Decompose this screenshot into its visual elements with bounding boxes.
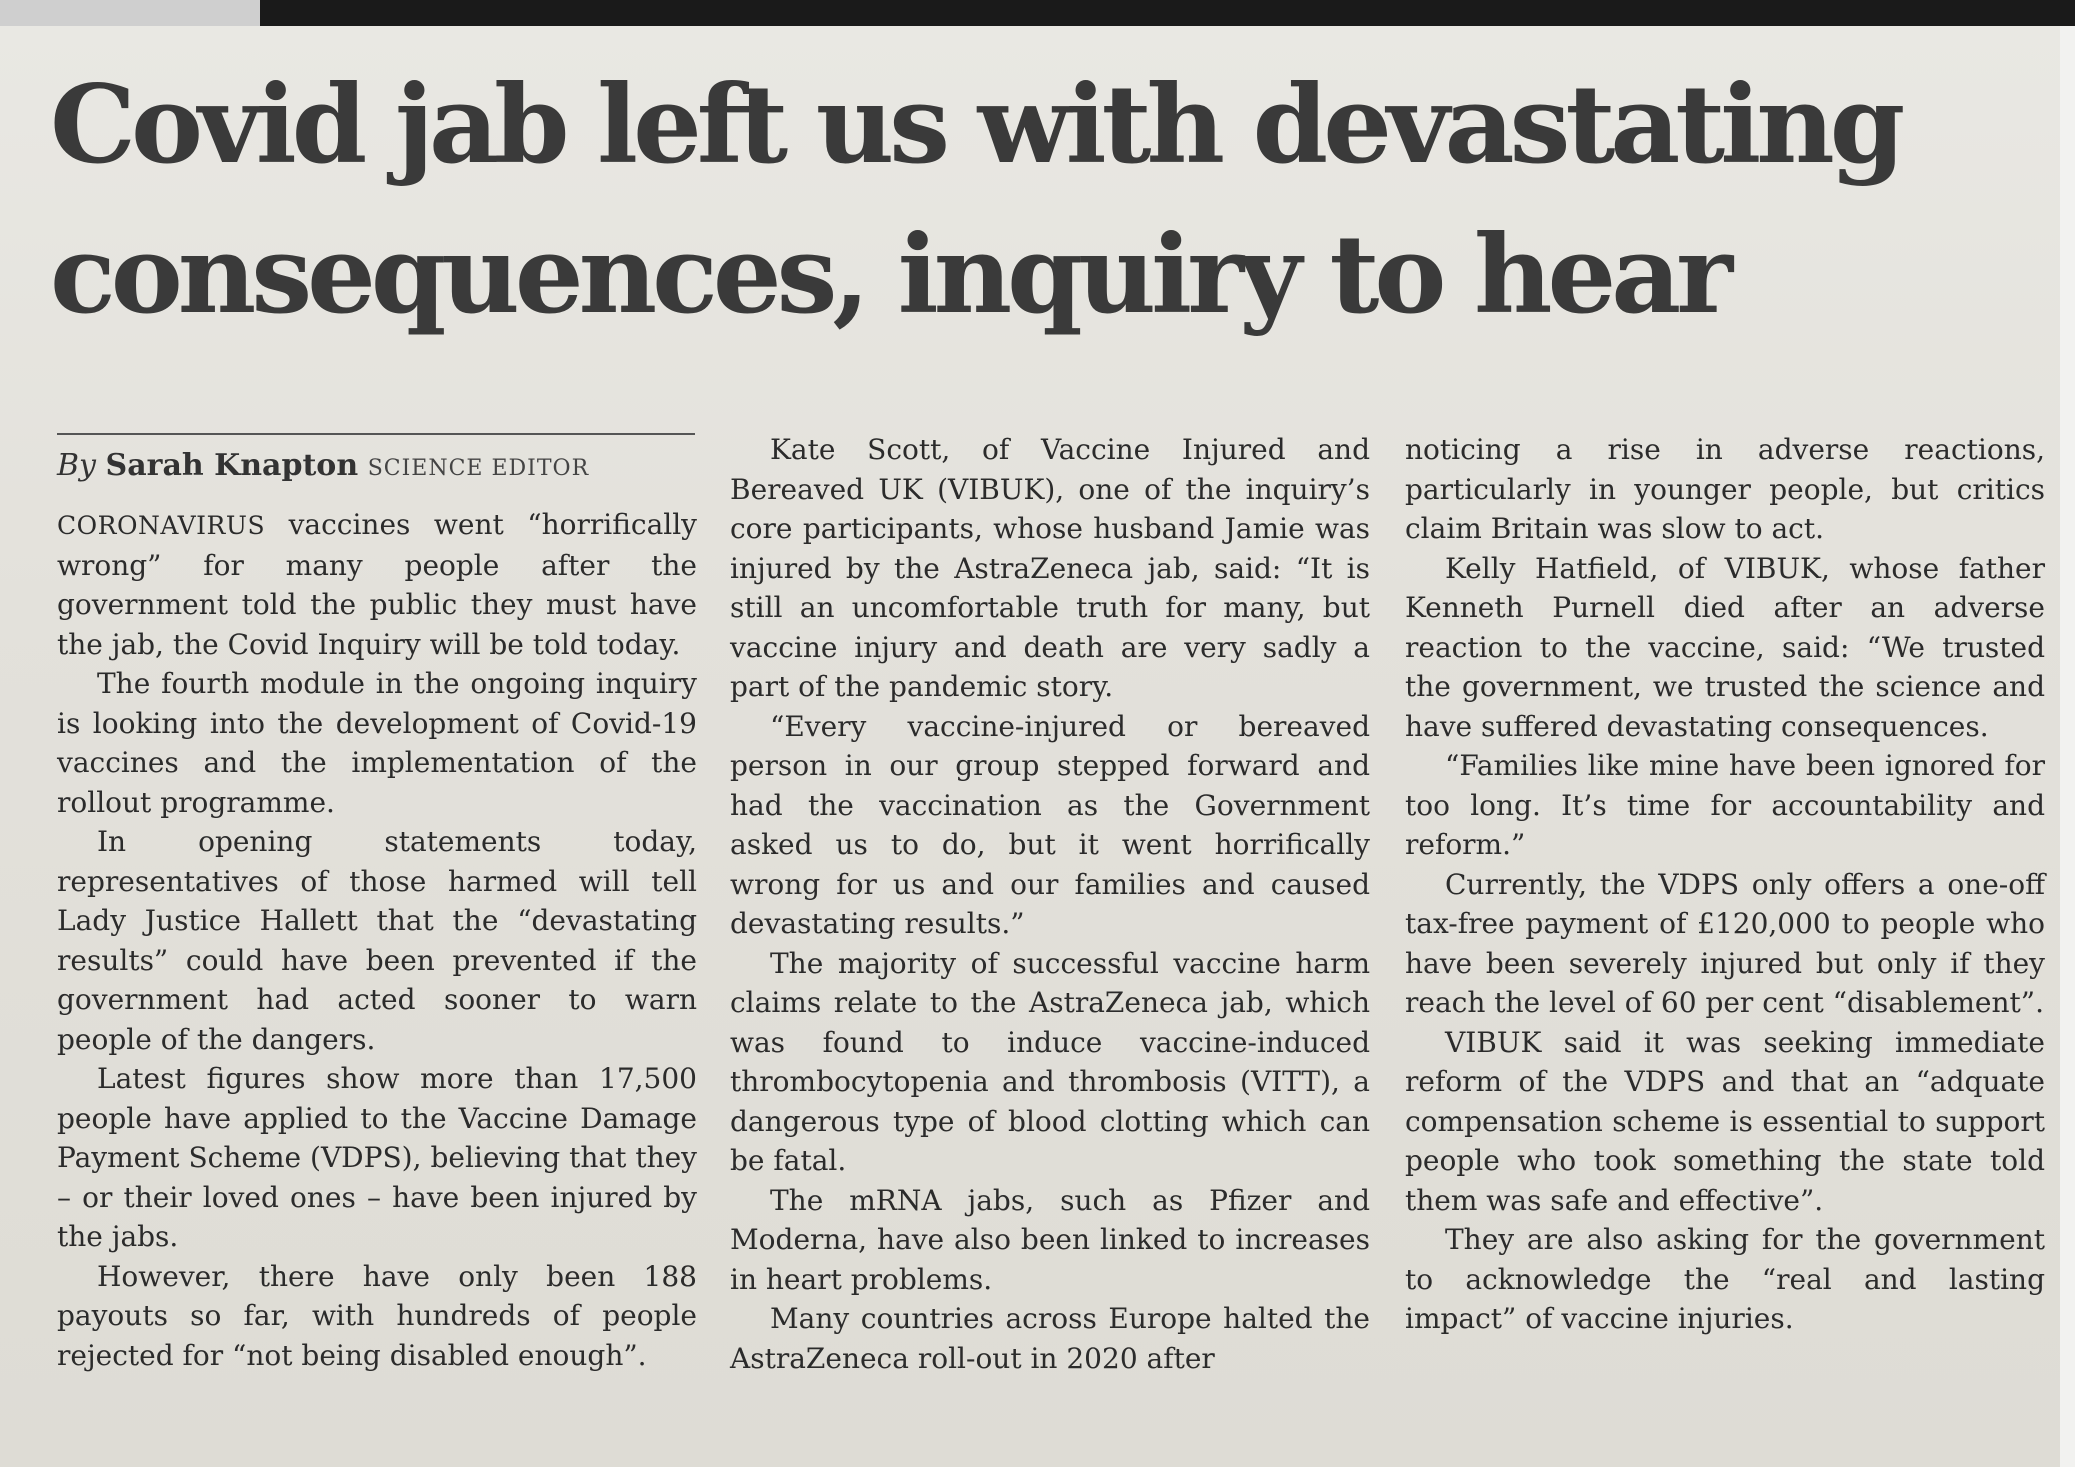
lead-word: CORONAVIRUS: [57, 511, 266, 540]
paragraph-text: vaccines went “horrifically wrong” for many people after the government told the public they must have the jab, the Covid Inquiry will be told today.: [57, 508, 697, 661]
paragraph: The majority of successful vaccine harm claims relate to the AstraZeneca jab, which was found to induce vaccine-induced thrombocytopenia and thrombosis (VITT), a dangerous type of blood clotting which can be fatal.: [730, 946, 1370, 1177]
byline-role: SCIENCE EDITOR: [367, 456, 590, 481]
byline-by: By: [57, 448, 96, 483]
article-column-3: [1405, 430, 2045, 1339]
paragraph: VIBUK said it was seeking immediate reform of the VDPS and that an “adquate compensation scheme is essential to support people who took something the state told them was safe and effective”.: [1405, 1025, 2045, 1217]
paragraph: However, there have only been 188 payouts so far, with hundreds of people rejected for “not being disabled enough”.: [57, 1259, 697, 1372]
byline-rule: [57, 433, 695, 435]
paragraph: “Families like mine have been ignored for too long. It’s time for accountability and reform.”: [1405, 749, 2045, 861]
paragraph: Latest figures show more than 17,500 people have applied to the Vaccine Damage Payment Scheme (VDPS), believing that they – or their loved ones – have been injured by the jabs.: [57, 1062, 697, 1253]
paragraph: The mRNA jabs, such as Pfizer and Moderna, have also been linked to increases in heart problems.: [730, 1183, 1370, 1296]
paragraph: noticing a rise in adverse reactions, particularly in younger people, but critics claim Britain was slow to act.: [1405, 433, 2045, 545]
paragraph: “Every vaccine-injured or bereaved person in our group stepped forward and had the vaccination as the Government asked us to do, but it went horrifically wrong for us and our families and caused devastating results.”: [730, 709, 1370, 940]
scan-top-border: [0, 0, 2075, 26]
headline-line-2: consequences, inquiry to hear: [50, 212, 1729, 338]
article-column-2: [730, 430, 1370, 1378]
paragraph: Kelly Hatfield, of VIBUK, whose father Kenneth Purnell died after an adverse reaction to the vaccine, said: “We trusted the government, we trusted the science and have suffered devastating consequences.: [1405, 551, 2045, 743]
paragraph: The fourth module in the ongoing inquiry is looking into the development of Covid-19 vaccines and the implementation of the rollout programme.: [57, 667, 697, 819]
clipping-right-edge: [2060, 26, 2075, 1467]
headline-line-1: Covid jab left us with devastating: [50, 62, 1901, 188]
paragraph: Many countries across Europe halted the AstraZeneca roll-out in 2020 after: [730, 1302, 1370, 1375]
paragraph: Kate Scott, of Vaccine Injured and Bereaved UK (VIBUK), one of the inquiry’s core participants, whose husband Jamie was injured by the AstraZeneca jab, said: “It is still an uncomfortable truth for many, but vaccine injury and death are very sadly a part of the pandemic story.: [730, 433, 1370, 703]
paragraph: In opening statements today, representatives of those harmed will tell Lady Justice Hallett that the “devastating results” could have been prevented if the government had acted sooner to warn people of the dangers.: [57, 825, 697, 1056]
paragraph: Currently, the VDPS only offers a one-off tax-free payment of £120,000 to people who have been severely injured but only if they reach the level of 60 per cent “disablement”.: [1405, 867, 2045, 1019]
byline: [57, 446, 697, 489]
paragraph: [57, 505, 697, 664]
paragraph: They are also asking for the government to acknowledge the “real and lasting impact” of vaccine injuries.: [1405, 1223, 2045, 1335]
byline-author: Sarah Knapton: [105, 448, 359, 483]
article-headline: [50, 50, 2040, 350]
scan-top-border-light: [0, 0, 260, 26]
article-column-1: [57, 505, 697, 1375]
